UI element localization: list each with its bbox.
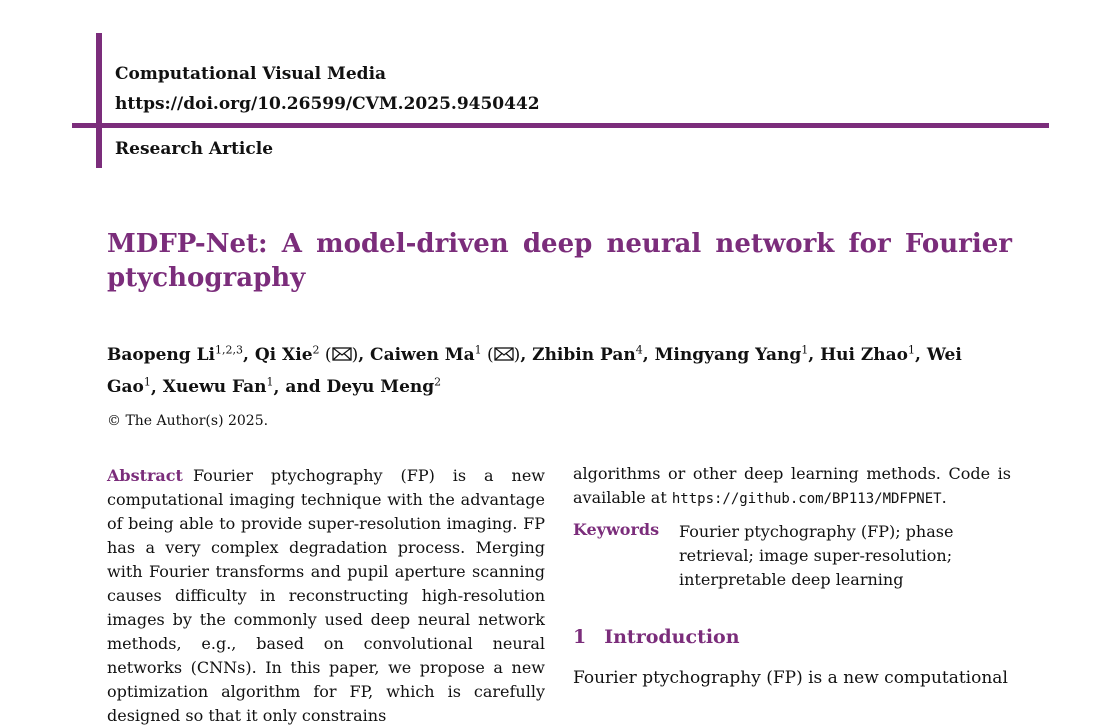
abstract-continued <box>573 462 1011 511</box>
abstract-end: . <box>941 488 947 507</box>
author-name: Caiwen Ma <box>370 344 475 365</box>
section-title: Introduction <box>604 626 740 648</box>
author-name: Qi Xie <box>254 344 313 365</box>
author-affiliation: 1 <box>266 375 274 389</box>
paper-title: MDFP-Net: A model-driven deep neural network for Fourier ptychography <box>107 229 1012 293</box>
author-affiliation: 2 <box>434 375 442 389</box>
author <box>163 377 274 397</box>
abstract <box>107 464 545 728</box>
author-list: Baopeng Li$^{1,2,3}$, Qi Xie$^2$ ( ), Caiwen Ma$^1$ ( ), Zhibin Pan$^4$, Mingyang Yang$^1$, Hui Zhao$^1$, Wei Gao$^1$, Xuewu Fan$^1$, and Deyu Meng$^2$ <box>107 343 962 398</box>
doi-link[interactable]: https://doi.org/10.26599/CVM.2025.9450442 <box>115 94 540 114</box>
section-number: 1 <box>573 626 587 648</box>
author-affiliation: 4 <box>635 343 643 356</box>
abstract-label: Abstract <box>107 466 183 485</box>
author-name: Wei Gao <box>107 344 962 398</box>
header-horizontal-rule <box>72 123 1049 128</box>
author <box>107 345 243 365</box>
section-heading <box>573 626 740 648</box>
author-affiliation: 1 <box>474 343 482 356</box>
author <box>370 345 520 365</box>
author-name: Hui Zhao <box>820 344 908 365</box>
author-name: Zhibin Pan <box>532 344 636 365</box>
copyright-notice: © The Author(s) 2025. <box>107 413 269 429</box>
header-vertical-rule <box>96 33 102 168</box>
author <box>820 345 915 365</box>
author: and Deyu Meng$^2$ <box>285 375 442 398</box>
intro-text: Fourier ptychography (FP) is a new computational <box>573 668 1008 688</box>
author-affiliation: 2 <box>312 343 320 356</box>
author-affiliation: 1,2,3 <box>215 343 244 356</box>
author-affiliation: 1 <box>143 375 151 389</box>
envelope-icon: ( ) <box>481 344 521 365</box>
envelope-icon: ( ) <box>319 344 359 365</box>
author-name: Mingyang Yang <box>654 344 802 365</box>
author-affiliation: 1 <box>908 343 915 356</box>
author-affiliation: 1 <box>801 343 809 356</box>
author <box>655 345 809 365</box>
article-type: Research Article <box>115 139 274 159</box>
author <box>532 345 643 365</box>
author-name: Deyu Meng <box>326 377 435 398</box>
code-url-link[interactable]: https://github.com/BP113/MDFPNET <box>671 491 942 507</box>
author <box>255 345 358 365</box>
abstract-text: Fourier ptychography (FP) is a new computational imaging technique with the advantage of being able to provide super-resolution imaging. FP has a very complex degradation process. Merging with Fourier transforms and pupil aperture scanning causes difficulty in reconstructing high-resolution images by the commonly used deep neural network methods, e.g., based on convolutional neural networks (CNNs). In this paper, we propose a new optimization algorithm for FP, which is carefully designed so that it only constrains <box>107 466 545 725</box>
keywords-text: Fourier ptychography (FP); phase retrieval; image super-resolution; interpretable deep learning <box>679 522 954 589</box>
abstract-continued-text: algorithms or other deep learning methods. Code is available at <box>573 464 1011 507</box>
author-name: Xuewu Fan <box>162 377 267 398</box>
keywords-label: Keywords <box>573 520 660 539</box>
journal-name: Computational Visual Media <box>115 64 387 84</box>
author-name: Baopeng Li <box>107 344 216 365</box>
